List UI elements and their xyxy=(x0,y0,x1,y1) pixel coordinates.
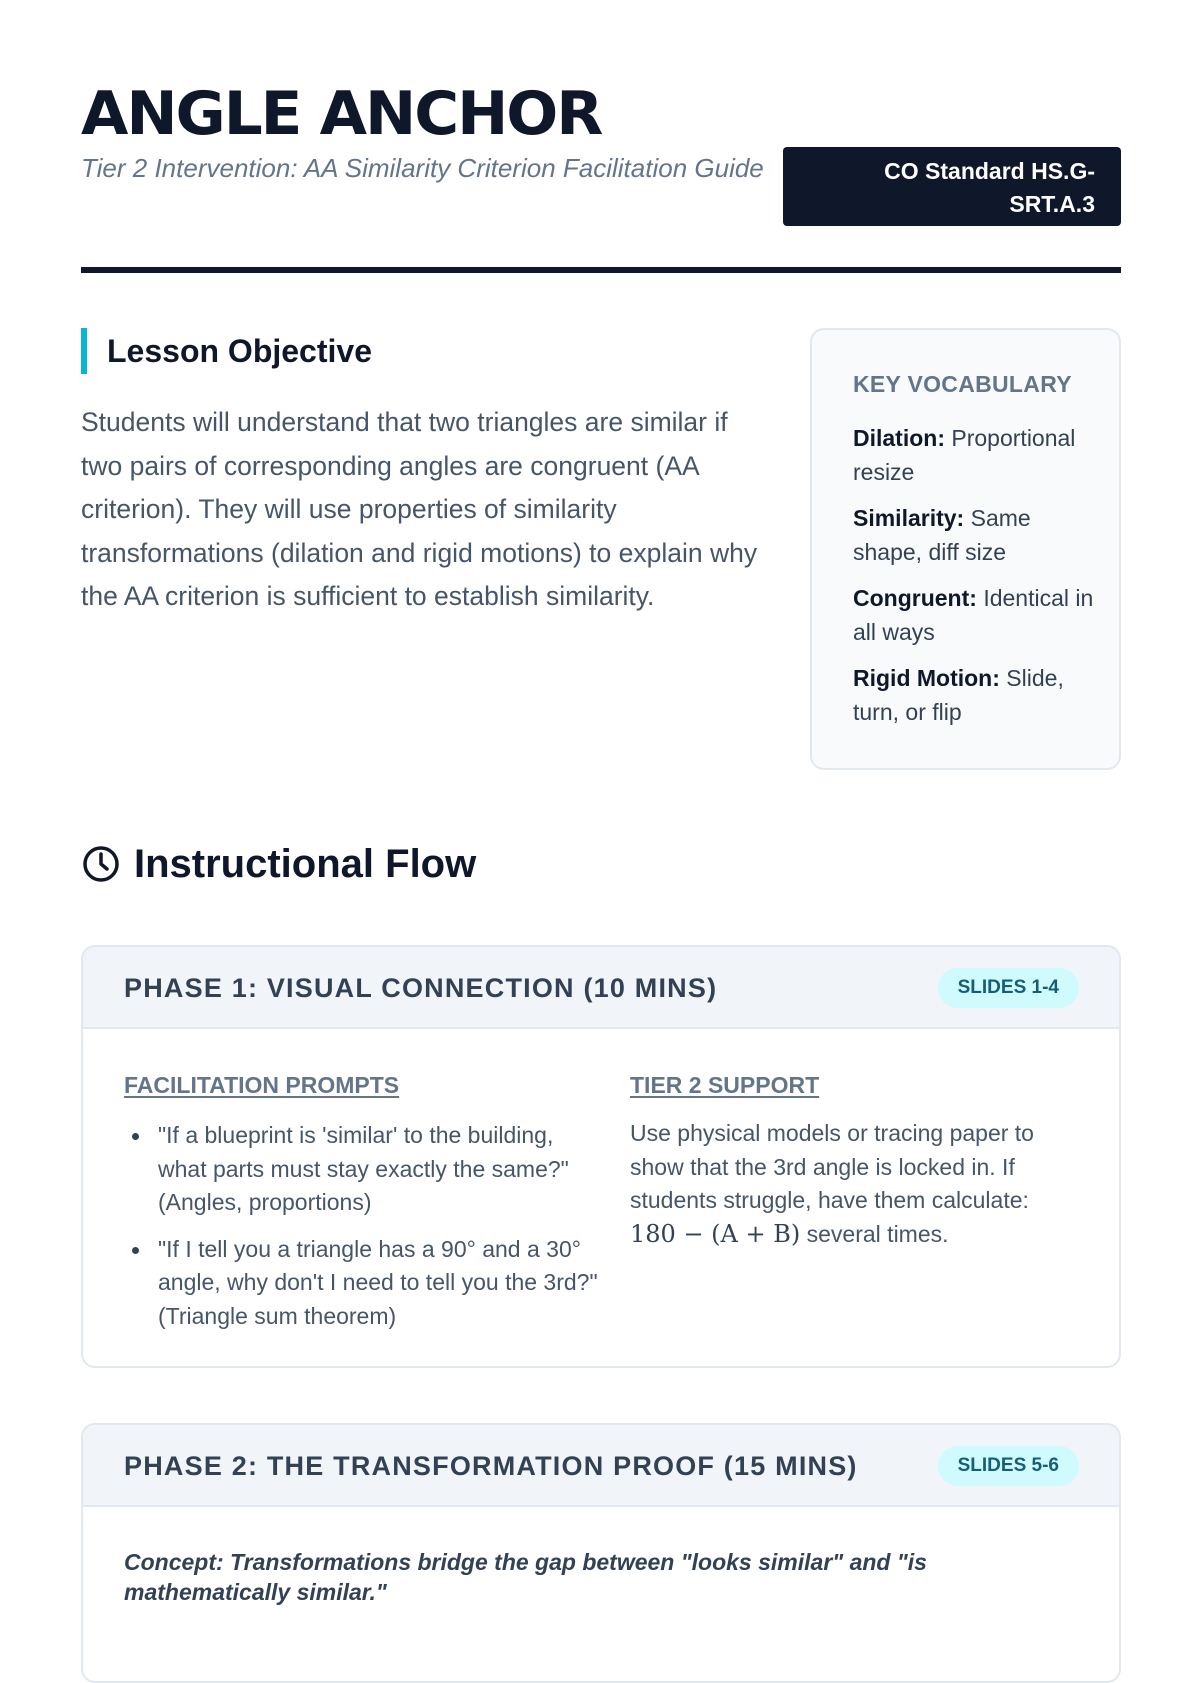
vocab-item xyxy=(853,502,1099,569)
vocab-item xyxy=(853,662,1099,729)
phase-card-2 xyxy=(81,1423,1121,1683)
clock-icon xyxy=(81,844,121,884)
phase-header xyxy=(83,947,1119,1029)
vocab-item xyxy=(853,422,1099,489)
objective-accent-bar xyxy=(81,328,87,374)
objective-text: Students will understand that two triangles are similar if two pairs of corresponding angles are congruent (AA criterion). They will use properties of similarity transformations (dilation and rigid motions) to explain why the AA criterion is sufficient to establish similarity. xyxy=(81,407,758,611)
phase-title: PHASE 1: VISUAL CONNECTION (10 MINS) xyxy=(124,973,718,1003)
phase-card-1 xyxy=(81,945,1121,1368)
page-title: ANGLE ANCHOR xyxy=(81,79,602,149)
header-divider xyxy=(81,267,1121,273)
vocab-definition: Slide, turn, or flip xyxy=(853,665,1064,725)
vocab-definition: Identical in all ways xyxy=(853,585,1094,645)
list-item: "If a blueprint is 'similar' to the building, what parts must stay exactly the same?" (Angles, proportions) xyxy=(158,1119,608,1220)
phase-title: PHASE 2: THE TRANSFORMATION PROOF (15 MINS) xyxy=(124,1451,858,1481)
support-formula: 180 − (A + B) xyxy=(630,1219,801,1248)
tier2-support-text xyxy=(630,1117,1080,1251)
facilitation-prompts-heading: FACILITATION PROMPTS xyxy=(124,1072,400,1098)
list-item: "If I tell you a triangle has a 90° and a 30° angle, why don't I need to tell you the 3rd?" (Triangle sum theorem) xyxy=(158,1233,608,1334)
standard-badge: CO Standard HS.G-SRT.A.3 xyxy=(783,147,1121,226)
phase-header xyxy=(83,1425,1119,1507)
facilitation-prompts-list xyxy=(124,1119,608,1346)
flow-heading: Instructional Flow xyxy=(134,842,477,886)
vocabulary-card xyxy=(810,328,1121,770)
support-tail: several times. xyxy=(800,1220,949,1247)
slides-badge: SLIDES 5-6 xyxy=(938,1446,1079,1486)
support-body: Use physical models or tracing paper to show that the 3rd angle is locked in. If students struggle, have them calculate: xyxy=(630,1120,1034,1213)
slides-badge: SLIDES 1-4 xyxy=(938,968,1079,1008)
vocab-term: Dilation: xyxy=(853,425,945,451)
vocab-item xyxy=(853,582,1099,649)
vocab-definition: Same shape, diff size xyxy=(853,505,1031,565)
vocab-term: Similarity: xyxy=(853,505,965,531)
vocab-term: Congruent: xyxy=(853,585,977,611)
phase-concept: Concept: Transformations bridge the gap between "looks similar" and "is mathematically similar." xyxy=(124,1549,927,1605)
vocab-term: Rigid Motion: xyxy=(853,665,1000,691)
vocab-definition: Proportional resize xyxy=(853,425,1076,485)
tier2-support-heading: TIER 2 SUPPORT xyxy=(630,1072,820,1098)
objective-heading: Lesson Objective xyxy=(107,333,372,369)
vocabulary-heading: KEY VOCABULARY xyxy=(853,371,1072,397)
page-subtitle: Tier 2 Intervention: AA Similarity Criterion Facilitation Guide xyxy=(81,153,764,183)
